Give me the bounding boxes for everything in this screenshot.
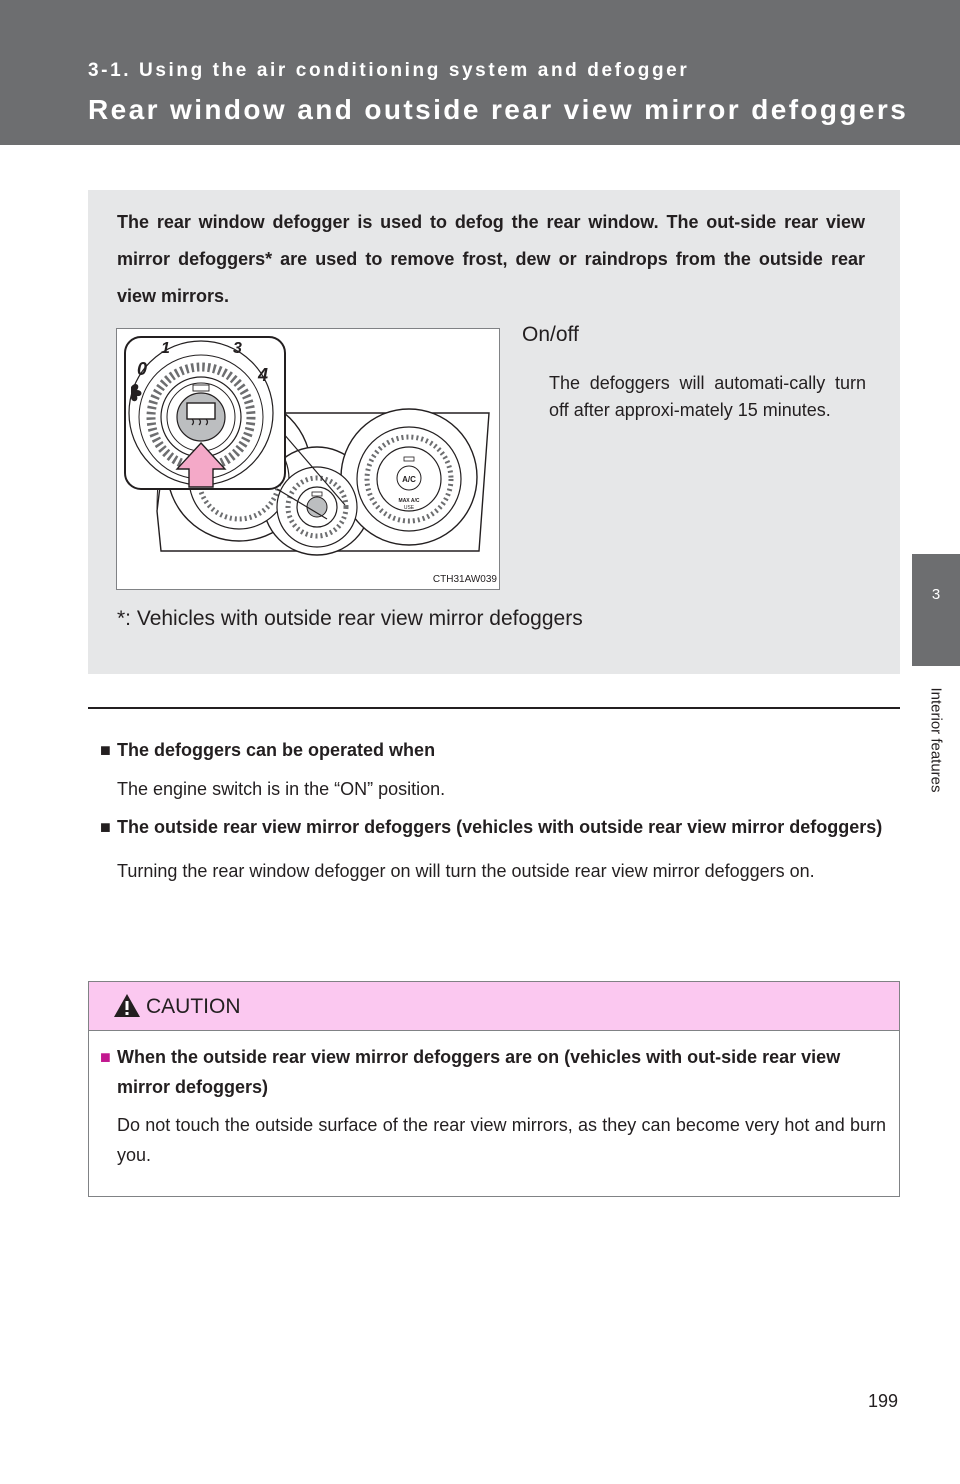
note-mirror-defoggers [100, 812, 890, 886]
max-ac-label: MAX A/C [398, 498, 420, 504]
intro-text: The rear window defogger is used to defog the rear window. The out-side rear view mirror defoggers* are used to remove frost, dew or raindrops from the outside rear view mirrors. [117, 212, 865, 306]
page-number: 199 [867, 1391, 898, 1411]
caution-heading [100, 1042, 886, 1102]
note-heading-text: The outside rear view mirror defoggers (vehicles with outside rear view mirror defoggers) [117, 817, 883, 837]
note-heading [100, 812, 890, 842]
note-body: The engine switch is in the “ON” position. [117, 779, 446, 799]
caution-header [89, 982, 899, 1031]
callout-title: On/off [522, 323, 579, 346]
control-panel-drawing [117, 329, 501, 591]
note-body: Turning the rear window defogger on will turn the outside rear view mirror defoggers on. [117, 861, 815, 881]
note-operating-condition [100, 735, 890, 804]
defogger-illustration [116, 328, 500, 590]
footnote: *: Vehicles with outside rear view mirror defoggers [117, 607, 583, 630]
dial-number-1: 1 [161, 340, 170, 357]
caution-content [100, 1042, 886, 1170]
chapter-tab-label: Interior features [927, 687, 945, 793]
dial-number-3: 3 [233, 340, 242, 357]
square-bullet-icon: ■ [100, 817, 111, 837]
chapter-tab-number: 3 [931, 586, 941, 603]
callout-text: The defoggers will automati-cally turn off after approxi-mately 15 minutes. [549, 373, 866, 420]
caution-heading-text: When the outside rear view mirror defoggers are on (vehicles with out-side rear view mirror defoggers) [117, 1047, 841, 1097]
caution-label: CAUTION [146, 995, 241, 1018]
use-label: USE [403, 505, 415, 511]
note-heading-text: The defoggers can be operated when [117, 740, 436, 760]
square-bullet-icon: ■ [100, 740, 111, 760]
section-divider [88, 707, 900, 709]
defogger-symbol-icon [187, 403, 215, 419]
caution-box [88, 981, 900, 1197]
page-title: Rear window and outside rear view mirror defoggers [88, 94, 909, 125]
chapter-tab [912, 554, 960, 666]
caution-body: Do not touch the outside surface of the rear view mirrors, as they can become very hot and burn you. [117, 1115, 886, 1165]
note-heading [100, 735, 890, 765]
dial-number-4: 4 [258, 365, 269, 385]
warning-triangle-icon [113, 993, 141, 1018]
ac-label: A/C [402, 475, 416, 484]
dial-number-0: 0 [137, 359, 148, 379]
section-label: 3-1. Using the air conditioning system and defogger [88, 60, 690, 81]
square-bullet-icon: ■ [100, 1047, 111, 1067]
figure-code: CTH31AW039 [432, 574, 497, 585]
